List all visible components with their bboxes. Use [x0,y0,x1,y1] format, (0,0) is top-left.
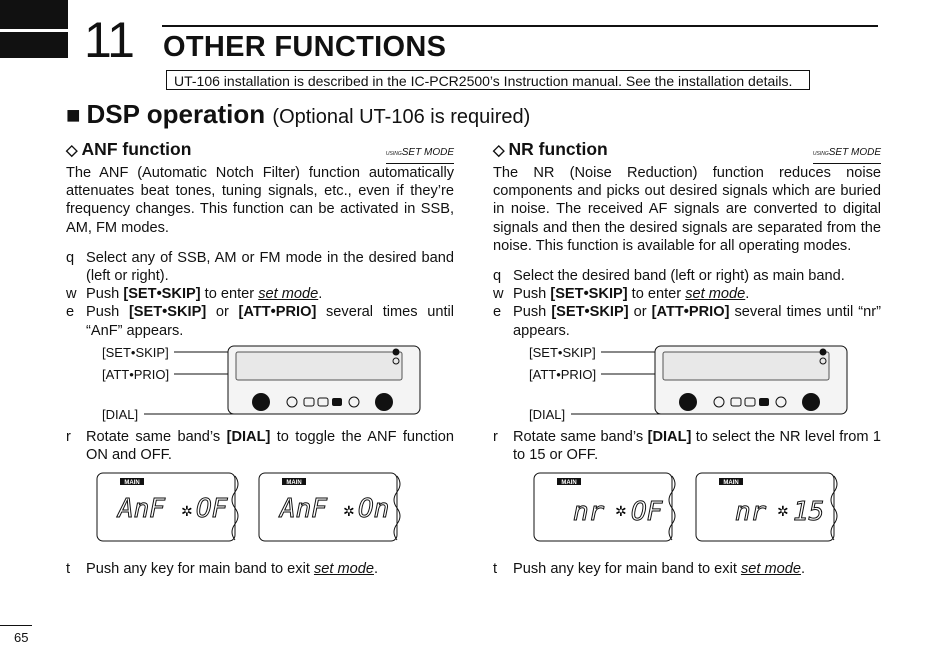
svg-text:✲: ✲ [777,504,789,521]
lcd-display-anf-on [258,472,408,542]
nr-heading: ◇ NR function [493,139,608,159]
step-number-icon: q [493,268,502,285]
svg-text:15: 15 [793,497,825,528]
anf-column [66,140,454,578]
step-number-icon: t [66,561,71,578]
svg-text:MAIN: MAIN [124,480,140,487]
svg-text:MAIN: MAIN [723,480,739,487]
page-number: 65 [14,630,29,645]
chapter-number: 11 [84,12,134,68]
square-bullet-icon: ■ [66,102,81,129]
svg-text:AnF: AnF [118,494,165,525]
nr-column [493,140,881,578]
nr-intro: The NR (Noise Reduction) function reduces noise components and picks out desired signals which are buried in noise. The received AF signals are converted to digital signals and then the desired signals are separated from the noise. This function is available for all operating modes. [493,165,881,254]
label-set-skip: [SET•SKIP] [529,344,596,360]
anf-step-2: w Push [SET•SKIP] to enter set mode. [66,286,323,303]
label-set-skip: [SET•SKIP] [102,344,169,360]
step-number-icon: q [66,249,75,266]
step-number-icon: w [66,286,77,303]
footer-rule [0,625,32,626]
anf-step-5: t Push any key for main band to exit set mode. [66,561,379,578]
label-dial: [DIAL] [529,406,566,422]
svg-text:On: On [358,494,390,525]
lcd-display-anf-off [96,472,246,542]
svg-text:✲: ✲ [343,504,355,521]
anf-heading: ◇ ANF function [66,139,192,159]
set-mode-tag: USINGSET MODE [386,144,454,164]
anf-step-4: r Rotate same band’s [DIAL] to toggle the ANF function ON and OFF. [66,428,454,464]
svg-text:MAIN: MAIN [286,480,302,487]
svg-text:MAIN: MAIN [561,480,577,487]
svg-text:nr: nr [735,497,767,528]
section-heading [66,99,530,130]
svg-text:✲: ✲ [181,504,193,521]
nr-step-4: r Rotate same band’s [DIAL] to select the NR level from 1 to 15 or OFF. [493,428,881,464]
nr-step-5: t Push any key for main band to exit set mode. [493,561,806,578]
anf-lcd-displays [66,470,454,550]
nr-step-1: q Select the desired band (left or right) as main band. [493,268,845,285]
radio-panel-illustration [493,344,881,424]
step-number-icon: r [66,428,71,445]
lcd-display-nr-off [533,472,683,542]
diamond-icon: ◇ [66,142,78,159]
header-rule [162,25,878,27]
section-subtitle: (Optional UT-106 is required) [272,106,531,128]
nr-panel-diagram [493,344,881,424]
label-att-prio: [ATT•PRIO] [529,366,597,382]
step-number-icon: w [493,286,504,303]
lcd-display-nr-15 [695,472,845,542]
installation-notice: UT-106 installation is described in the IC-PCR2500’s Instruction manual. See the installation details. [166,70,810,90]
nr-lcd-displays [493,470,881,550]
label-att-prio: [ATT•PRIO] [102,366,170,382]
chapter-title: OTHER FUNCTIONS [163,31,447,63]
label-dial: [DIAL] [102,406,139,422]
section-title: DSP operation [86,99,266,129]
step-number-icon: e [66,304,75,321]
svg-text:OF: OF [631,497,663,528]
anf-step-1: q Select any of SSB, AM or FM mode in the desired band (left or right). [66,249,454,285]
svg-text:nr: nr [573,497,605,528]
nr-step-3: e Push [SET•SKIP] or [ATT•PRIO] several times until “nr” appears. [493,304,881,339]
nr-step-2: w Push [SET•SKIP] to enter set mode. [493,286,750,303]
svg-text:OF: OF [196,494,228,525]
anf-intro: The ANF (Automatic Notch Filter) function automatically attenuates beat tones, tuning signals, etc., even if they’re frequency changes. This function can be activated in SSB, AM, FM modes. [66,165,454,236]
step-number-icon: e [493,304,502,321]
svg-text:AnF: AnF [280,494,327,525]
diamond-icon: ◇ [493,142,505,159]
step-number-icon: t [493,561,498,578]
svg-text:✲: ✲ [615,504,627,521]
radio-panel-illustration [66,344,454,424]
anf-step-3: e Push [SET•SKIP] or [ATT•PRIO] several times until “AnF” appears. [66,304,454,339]
step-number-icon: r [493,428,498,445]
anf-panel-diagram [66,344,454,424]
chapter-tab [0,0,68,58]
set-mode-tag: USINGSET MODE [813,144,881,164]
